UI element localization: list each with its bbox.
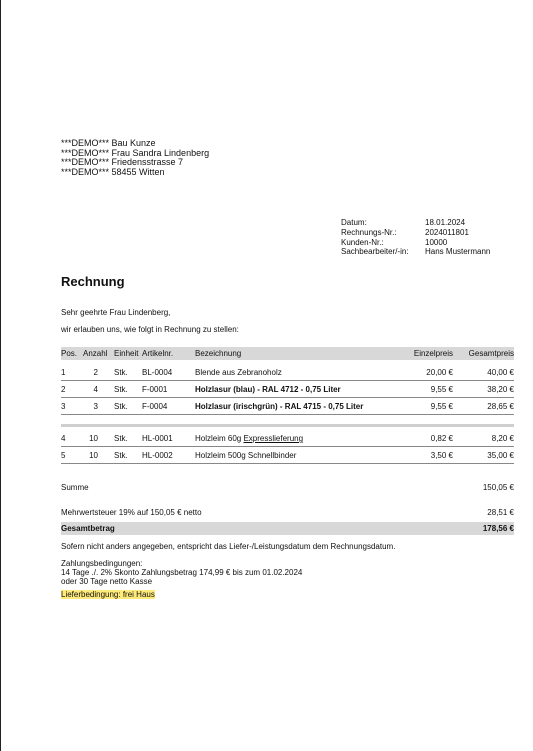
row-desc — [195, 434, 303, 443]
col-pos: Pos. — [61, 349, 78, 358]
row-qty: 3 — [93, 402, 98, 411]
date-value: 18.01.2024 — [425, 218, 466, 227]
document-title: Rechnung — [61, 274, 125, 289]
grand-total-bar — [61, 522, 514, 535]
row-unit: Stk. — [114, 451, 128, 460]
greeting: Sehr geehrte Frau Lindenberg, — [61, 308, 171, 317]
recipient-address — [61, 139, 209, 177]
row-total: 38,20 € — [487, 385, 514, 394]
row-qty: 10 — [89, 451, 98, 460]
row-divider — [61, 463, 514, 464]
row-article: HL-0002 — [142, 451, 173, 460]
row-pos: 3 — [61, 402, 66, 411]
row-article: F-0001 — [142, 385, 168, 394]
row-unit-price: 9,55 € — [430, 385, 453, 394]
payment-terms-line: 14 Tage ./. 2% Skonto Zahlungsbetrag 174,99 € bis zum 01.02.2024 — [61, 568, 303, 577]
invoice-no-label: Rechnungs-Nr.: — [341, 227, 397, 237]
customer-no-label: Kunden-Nr.: — [341, 237, 384, 247]
address-line: ***DEMO*** Frau Sandra Lindenberg — [61, 147, 210, 158]
sum-value: 150,05 € — [482, 483, 514, 492]
row-unit-price: 3,50 € — [430, 451, 453, 460]
customer-no-value: 10000 — [425, 237, 448, 247]
address-line: ***DEMO*** Friedensstrasse 7 — [61, 157, 184, 168]
intro-text: wir erlauben uns, wie folgt in Rechnung zu stellen: — [61, 325, 239, 334]
express-delivery-text: Expresslieferung — [243, 434, 304, 443]
payment-terms-title: Zahlungsbedingungen: — [61, 559, 143, 568]
row-total: 35,00 € — [487, 451, 514, 460]
row-article: BL-0004 — [142, 368, 173, 377]
invoice-meta — [341, 218, 490, 257]
col-article: Artikelnr. — [142, 349, 174, 358]
row-pos: 1 — [61, 368, 66, 377]
payment-terms-line: oder 30 Tage netto Kasse — [61, 577, 153, 586]
row-qty: 4 — [93, 385, 98, 394]
clerk-label: Sachbearbeiter/-in: — [341, 247, 409, 257]
row-desc: Blende aus Zebranoholz — [195, 368, 282, 377]
row-desc: Holzlasur (irischgrün) - RAL 4715 - 0,75 Liter — [195, 402, 364, 411]
row-unit: Stk. — [114, 385, 128, 394]
row-qty: 10 — [89, 434, 98, 443]
col-total: Gesamtpreis — [468, 349, 514, 358]
row-unit-price: 20,00 € — [426, 368, 453, 377]
table-header — [61, 347, 514, 360]
delivery-terms — [61, 590, 155, 599]
row-total: 28,65 € — [487, 402, 514, 411]
address-line: ***DEMO*** 58455 Witten — [61, 166, 165, 177]
row-desc-text: Holzleim 60g — [195, 434, 244, 443]
delivery-date-note: Sofern nicht anders angegeben, entspricht das Liefer-/Leistungsdatum dem Rechnungsdatum. — [61, 542, 396, 551]
row-total: 40,00 € — [487, 368, 514, 377]
grand-total-label: Gesamtbetrag — [61, 524, 115, 533]
vat-label: Mehrwertsteuer 19% auf 150,05 € netto — [61, 508, 202, 517]
grand-total-value: 178,56 € — [482, 524, 514, 533]
date-label: Datum: — [341, 218, 367, 227]
vat-value: 28,51 € — [487, 508, 514, 517]
row-divider — [61, 380, 514, 381]
page-edge — [0, 0, 1, 751]
row-desc: Holzleim 500g Schnellbinder — [195, 451, 297, 460]
row-article: HL-0001 — [142, 434, 173, 443]
row-unit: Stk. — [114, 434, 128, 443]
row-divider — [61, 397, 514, 398]
group-separator — [61, 424, 514, 427]
col-unit-price: Einzelpreis — [413, 349, 453, 358]
row-divider — [61, 446, 514, 447]
row-pos: 5 — [61, 451, 66, 460]
row-qty: 2 — [93, 368, 98, 377]
row-unit: Stk. — [114, 402, 128, 411]
row-unit: Stk. — [114, 368, 128, 377]
row-unit-price: 9,55 € — [430, 402, 453, 411]
delivery-terms-text: Lieferbedingung: frei Haus — [61, 590, 155, 599]
row-desc: Holzlasur (blau) - RAL 4712 - 0,75 Liter — [195, 385, 341, 394]
col-desc: Bezeichnung — [195, 349, 242, 358]
sum-label: Summe — [61, 483, 89, 492]
address-line: ***DEMO*** Bau Kunze — [61, 138, 156, 148]
invoice-no-value: 2024011801 — [425, 227, 469, 237]
col-qty: Anzahl — [83, 349, 108, 358]
clerk-value: Hans Mustermann — [425, 247, 491, 257]
row-pos: 4 — [61, 434, 66, 443]
row-article: F-0004 — [142, 402, 168, 411]
row-divider — [61, 414, 514, 415]
row-unit-price: 0,82 € — [430, 434, 453, 443]
row-total: 8,20 € — [491, 434, 514, 443]
col-unit: Einheit — [114, 349, 139, 358]
row-pos: 2 — [61, 385, 66, 394]
